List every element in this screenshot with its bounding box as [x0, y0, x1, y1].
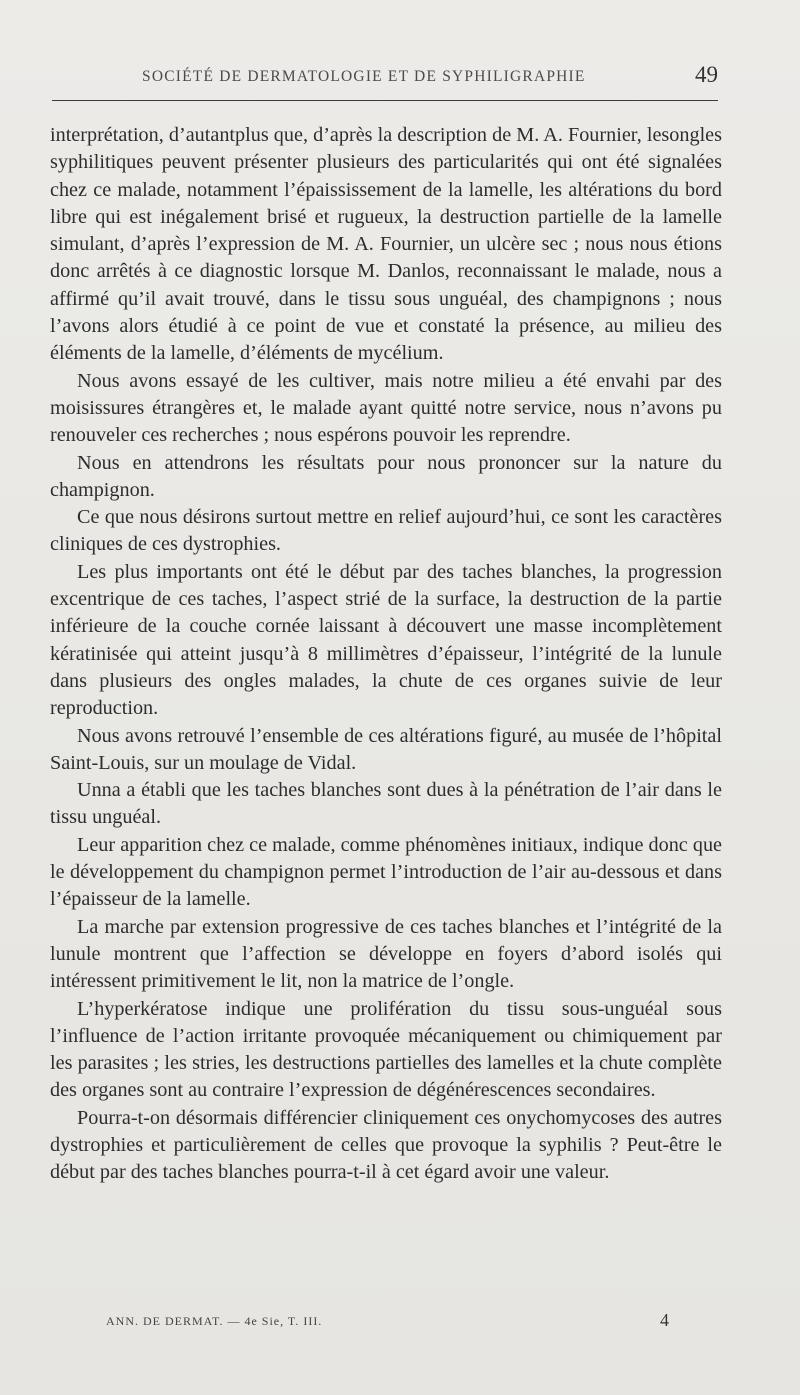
- paragraph: Unna a établi que les taches blanches sont dues à la pénétration de l’air dans le tissu unguéal.: [50, 779, 722, 829]
- page-footer: [50, 1310, 722, 1332]
- paragraph: Les plus importants ont été le début par des taches blanches, la progression excentrique de ces taches, l’aspect strié de la surface, la destruction de la partie inférieure de la couche cornée laissant à découvert une masse incomplètement kératinisée qui atteint jusqu’à 8 millimètres d’épaisseur, l’intégrité de la lunule dans plusieurs des ongles malades, la chute de ces organes suivie de leur reproduction.: [50, 560, 722, 720]
- page-header: [50, 62, 730, 90]
- paragraph: interprétation, d’autantplus que, d’après la description de M. A. Fournier, lesongles syphilitiques peuvent présenter plusieurs des particularités qui ont été signalées chez ce malade, notamment l’épaississement de la lamelle, les altérations du bord libre qui est inégalement brisé et rugueux, la destruction partielle de la lamelle simulant, d’après l’expression de M. A. Fournier, un ulcère sec ; nous nous étions donc arrêtés à ce diagnostic lorsque M. Danlos, reconnaissant le malade, nous a affirmé qu’il avait trouvé, dans le tissu sous unguéal, des champignons ; nous l’avons alors étudié à ce point de vue et constaté la présence, au milieu des éléments de la lamelle, d’éléments de mycélium.: [50, 124, 722, 365]
- body-text: [50, 122, 722, 1187]
- paragraph: Nous avons retrouvé l’ensemble de ces altérations figuré, au musée de l’hôpital Saint-Louis, sur un moulage de Vidal.: [50, 724, 722, 774]
- paragraph: Leur apparition chez ce malade, comme phénomènes initiaux, indique donc que le développement du champignon permet l’introduction de l’air au-dessous et dans l’épaisseur de la lamelle.: [50, 833, 722, 911]
- paragraph: La marche par extension progressive de ces taches blanches et l’intégrité de la lunule montrent que l’affection se développe en foyers d’abord isolés qui intéressent primitivement le lit, non la matrice de l’ongle.: [50, 915, 722, 993]
- paragraph: L’hyperkératose indique une prolifération du tissu sous-unguéal sous l’influence de l’action irritante provoquée mécaniquement ou chimiquement par les parasites ; les stries, les destructions partielles des lamelles et la chute complète des organes sont au contraire l’expression de dégénérescences secondaires.: [50, 997, 722, 1102]
- paragraph: Pourra-t-on désormais différencier cliniquement ces onychomycoses des autres dystrophies et particulièrement de celles que provoque la syphilis ? Peut-être le début par des taches blanches pourra-t-il à cet égard avoir une valeur.: [50, 1106, 722, 1184]
- page-number: 49: [695, 62, 718, 87]
- running-head: SOCIÉTÉ DE DERMATOLOGIE ET DE SYPHILIGRAPHIE: [142, 68, 586, 85]
- footer-signature: ANN. DE DERMAT. — 4e Sie, T. III.: [106, 1314, 323, 1328]
- sheet-number: 4: [660, 1310, 669, 1330]
- paragraph: Nous en attendrons les résultats pour nous prononcer sur la nature du champignon.: [50, 451, 722, 501]
- paragraph: Nous avons essayé de les cultiver, mais notre milieu a été envahi par des moisissures étrangères et, le malade ayant quitté notre service, nous n’avons pu renouveler ces recherches ; nous espérons pouvoir les reprendre.: [50, 369, 722, 447]
- paragraph: Ce que nous désirons surtout mettre en relief aujourd’hui, ce sont les caractères cliniques de ces dystrophies.: [50, 506, 722, 556]
- header-rule: [52, 100, 718, 101]
